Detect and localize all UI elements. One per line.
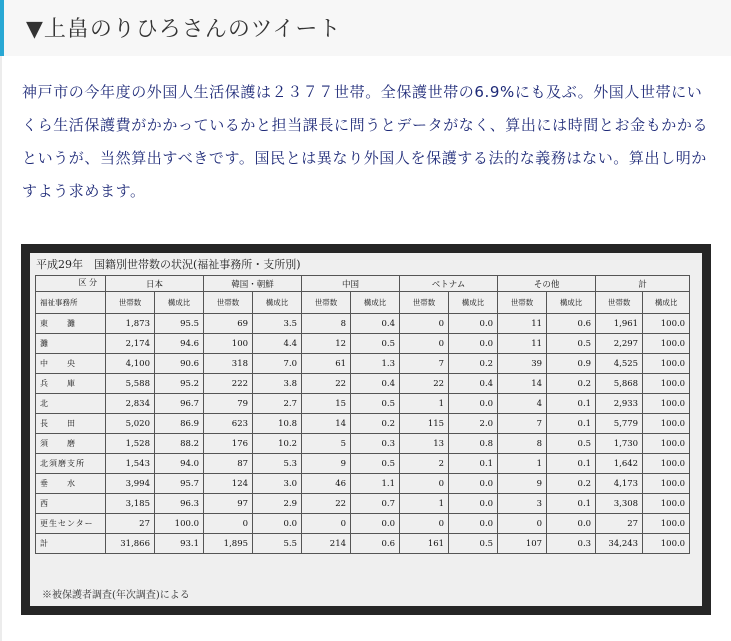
office-name-cell: 東 灘 <box>36 314 106 334</box>
value-cell: 0.1 <box>547 414 596 434</box>
value-cell: 61 <box>302 354 351 374</box>
value-cell: 8 <box>498 434 547 454</box>
value-cell: 2,834 <box>106 394 155 414</box>
table-footnote: ※被保護者調査(年次調査)による <box>42 590 190 601</box>
group-header-row <box>36 276 690 292</box>
households-by-nationality-table <box>35 275 690 554</box>
header-ku: 区 分 <box>78 278 97 287</box>
value-cell: 100.0 <box>643 514 690 534</box>
value-cell: 0.4 <box>449 374 498 394</box>
table-row <box>36 434 690 454</box>
value-cell: 0.0 <box>449 514 498 534</box>
value-cell: 2,174 <box>106 334 155 354</box>
value-cell: 94.0 <box>155 454 204 474</box>
sub-header: 構成比 <box>449 292 498 314</box>
value-cell: 176 <box>204 434 253 454</box>
value-cell: 5,588 <box>106 374 155 394</box>
value-cell: 4,100 <box>106 354 155 374</box>
value-cell: 5,020 <box>106 414 155 434</box>
tweet-text: 神戸市の今年度の外国人生活保護は２３７７世帯。全保護世帯の6.9%にも及ぶ。外国人世帯にいくら生活保護費がかかっているかと担当課長に問うとデータがなく、算出には時間とお金もかかるというが、当然算出すべきです。国民とは異なり外国人を保護する法的な義務はない。算出し明かすよう求めます。 <box>22 83 709 200</box>
office-name-cell: 須 磨 <box>36 434 106 454</box>
sub-header: 世帯数 <box>498 292 547 314</box>
value-cell: 0.5 <box>351 454 400 474</box>
value-cell: 90.6 <box>155 354 204 374</box>
value-cell: 97 <box>204 494 253 514</box>
office-name-cell: 兵 庫 <box>36 374 106 394</box>
value-cell: 1,961 <box>596 314 643 334</box>
group-header: その他 <box>498 276 596 292</box>
value-cell: 0.6 <box>351 534 400 554</box>
value-cell: 27 <box>106 514 155 534</box>
value-cell: 27 <box>596 514 643 534</box>
value-cell: 86.9 <box>155 414 204 434</box>
value-cell: 0.1 <box>547 454 596 474</box>
value-cell: 2.0 <box>449 414 498 434</box>
value-cell: 0 <box>400 334 449 354</box>
value-cell: 3.8 <box>253 374 302 394</box>
corner-header <box>36 276 106 292</box>
value-cell: 11 <box>498 314 547 334</box>
value-cell: 3.5 <box>253 314 302 334</box>
value-cell: 5.3 <box>253 454 302 474</box>
value-cell: 0.6 <box>547 314 596 334</box>
value-cell: 318 <box>204 354 253 374</box>
value-cell: 1,730 <box>596 434 643 454</box>
group-header: ベトナム <box>400 276 498 292</box>
value-cell: 0.5 <box>351 394 400 414</box>
value-cell: 69 <box>204 314 253 334</box>
scanned-document <box>30 253 702 606</box>
value-cell: 100.0 <box>643 494 690 514</box>
sub-header: 世帯数 <box>596 292 643 314</box>
table-row <box>36 454 690 474</box>
value-cell: 1,873 <box>106 314 155 334</box>
value-cell: 0.5 <box>547 434 596 454</box>
header-office: 福祉事務所 <box>36 292 106 314</box>
value-cell: 4.4 <box>253 334 302 354</box>
office-name-cell: 北 <box>36 394 106 414</box>
value-cell: 95.5 <box>155 314 204 334</box>
office-name-cell: 更生センター <box>36 514 106 534</box>
sub-header: 世帯数 <box>400 292 449 314</box>
office-name-cell: 中 央 <box>36 354 106 374</box>
table-row <box>36 354 690 374</box>
value-cell: 0 <box>400 314 449 334</box>
sub-header: 構成比 <box>155 292 204 314</box>
sub-header: 構成比 <box>253 292 302 314</box>
table-row <box>36 334 690 354</box>
value-cell: 0.3 <box>351 434 400 454</box>
value-cell: 0.5 <box>547 334 596 354</box>
value-cell: 39 <box>498 354 547 374</box>
office-name-cell: 垂 水 <box>36 474 106 494</box>
section-heading <box>0 0 731 56</box>
value-cell: 9 <box>302 454 351 474</box>
value-cell: 115 <box>400 414 449 434</box>
value-cell: 88.2 <box>155 434 204 454</box>
table-row <box>36 394 690 414</box>
value-cell: 2,297 <box>596 334 643 354</box>
value-cell: 4,173 <box>596 474 643 494</box>
table-row <box>36 514 690 534</box>
value-cell: 0.5 <box>449 534 498 554</box>
value-cell: 1,642 <box>596 454 643 474</box>
value-cell: 1,543 <box>106 454 155 474</box>
value-cell: 2.7 <box>253 394 302 414</box>
value-cell: 5.5 <box>253 534 302 554</box>
value-cell: 96.3 <box>155 494 204 514</box>
value-cell: 100.0 <box>155 514 204 534</box>
group-header: 韓国・朝鮮 <box>204 276 302 292</box>
value-cell: 9 <box>498 474 547 494</box>
value-cell: 100 <box>204 334 253 354</box>
value-cell: 22 <box>302 374 351 394</box>
value-cell: 22 <box>400 374 449 394</box>
office-name-cell: 北須磨支所 <box>36 454 106 474</box>
value-cell: 214 <box>302 534 351 554</box>
value-cell: 4 <box>498 394 547 414</box>
table-row <box>36 534 690 554</box>
value-cell: 0.0 <box>351 514 400 534</box>
value-cell: 4,525 <box>596 354 643 374</box>
table-row <box>36 314 690 334</box>
table-row <box>36 474 690 494</box>
value-cell: 0.2 <box>351 414 400 434</box>
value-cell: 3,994 <box>106 474 155 494</box>
office-name-cell: 灘 <box>36 334 106 354</box>
sub-header: 構成比 <box>351 292 400 314</box>
value-cell: 0.2 <box>547 374 596 394</box>
welfare-table-image <box>21 244 711 615</box>
sub-header: 構成比 <box>547 292 596 314</box>
value-cell: 0 <box>400 474 449 494</box>
value-cell: 12 <box>302 334 351 354</box>
value-cell: 0.0 <box>449 394 498 414</box>
value-cell: 7 <box>400 354 449 374</box>
value-cell: 1 <box>400 494 449 514</box>
table-title: 平成29年 国籍別世帯数の状況(福祉事務所・支所別) <box>36 258 301 271</box>
value-cell: 31,866 <box>106 534 155 554</box>
value-cell: 10.8 <box>253 414 302 434</box>
value-cell: 0.5 <box>351 334 400 354</box>
sub-header-row <box>36 292 690 314</box>
value-cell: 3.0 <box>253 474 302 494</box>
office-name-cell: 長 田 <box>36 414 106 434</box>
value-cell: 100.0 <box>643 334 690 354</box>
group-header: 中国 <box>302 276 400 292</box>
value-cell: 3 <box>498 494 547 514</box>
value-cell: 1.3 <box>351 354 400 374</box>
value-cell: 11 <box>498 334 547 354</box>
office-name-cell: 計 <box>36 534 106 554</box>
value-cell: 87 <box>204 454 253 474</box>
value-cell: 0.7 <box>351 494 400 514</box>
value-cell: 100.0 <box>643 474 690 494</box>
office-name-cell: 西 <box>36 494 106 514</box>
value-cell: 124 <box>204 474 253 494</box>
heading-accent-bar <box>0 0 4 56</box>
value-cell: 0.1 <box>547 394 596 414</box>
value-cell: 0 <box>498 514 547 534</box>
value-cell: 100.0 <box>643 374 690 394</box>
group-header: 計 <box>596 276 690 292</box>
value-cell: 14 <box>302 414 351 434</box>
value-cell: 7.0 <box>253 354 302 374</box>
value-cell: 623 <box>204 414 253 434</box>
value-cell: 96.7 <box>155 394 204 414</box>
value-cell: 8 <box>302 314 351 334</box>
table-row <box>36 374 690 394</box>
value-cell: 0.1 <box>547 494 596 514</box>
value-cell: 0.0 <box>547 514 596 534</box>
value-cell: 0 <box>400 514 449 534</box>
value-cell: 7 <box>498 414 547 434</box>
value-cell: 10.2 <box>253 434 302 454</box>
value-cell: 46 <box>302 474 351 494</box>
value-cell: 0.1 <box>449 454 498 474</box>
value-cell: 95.2 <box>155 374 204 394</box>
value-cell: 100.0 <box>643 354 690 374</box>
value-cell: 1 <box>498 454 547 474</box>
value-cell: 3,185 <box>106 494 155 514</box>
sub-header: 構成比 <box>643 292 690 314</box>
value-cell: 100.0 <box>643 314 690 334</box>
value-cell: 95.7 <box>155 474 204 494</box>
value-cell: 5 <box>302 434 351 454</box>
content-left-rule <box>0 56 2 641</box>
value-cell: 34,243 <box>596 534 643 554</box>
value-cell: 0.2 <box>449 354 498 374</box>
value-cell: 1.1 <box>351 474 400 494</box>
value-cell: 0 <box>302 514 351 534</box>
value-cell: 100.0 <box>643 434 690 454</box>
value-cell: 22 <box>302 494 351 514</box>
value-cell: 222 <box>204 374 253 394</box>
value-cell: 100.0 <box>643 414 690 434</box>
value-cell: 0.8 <box>449 434 498 454</box>
value-cell: 0.4 <box>351 314 400 334</box>
value-cell: 0.0 <box>253 514 302 534</box>
value-cell: 3,308 <box>596 494 643 514</box>
sub-header: 世帯数 <box>204 292 253 314</box>
value-cell: 0.2 <box>547 474 596 494</box>
value-cell: 0.0 <box>449 314 498 334</box>
value-cell: 100.0 <box>643 454 690 474</box>
value-cell: 100.0 <box>643 394 690 414</box>
value-cell: 1 <box>400 394 449 414</box>
value-cell: 1,895 <box>204 534 253 554</box>
value-cell: 93.1 <box>155 534 204 554</box>
value-cell: 0.0 <box>449 494 498 514</box>
value-cell: 0.3 <box>547 534 596 554</box>
value-cell: 2 <box>400 454 449 474</box>
table-row <box>36 494 690 514</box>
value-cell: 161 <box>400 534 449 554</box>
value-cell: 13 <box>400 434 449 454</box>
value-cell: 107 <box>498 534 547 554</box>
sub-header: 世帯数 <box>106 292 155 314</box>
value-cell: 0.0 <box>449 474 498 494</box>
table-row <box>36 414 690 434</box>
value-cell: 1,528 <box>106 434 155 454</box>
group-header: 日本 <box>106 276 204 292</box>
value-cell: 94.6 <box>155 334 204 354</box>
value-cell: 0.9 <box>547 354 596 374</box>
value-cell: 14 <box>498 374 547 394</box>
heading-title: ▼上畠のりひろさんのツイート <box>26 17 342 42</box>
value-cell: 5,868 <box>596 374 643 394</box>
value-cell: 2.9 <box>253 494 302 514</box>
value-cell: 0 <box>204 514 253 534</box>
value-cell: 100.0 <box>643 534 690 554</box>
value-cell: 0.4 <box>351 374 400 394</box>
value-cell: 0.0 <box>449 334 498 354</box>
table-body <box>36 314 690 554</box>
value-cell: 15 <box>302 394 351 414</box>
sub-header: 世帯数 <box>302 292 351 314</box>
value-cell: 2,933 <box>596 394 643 414</box>
value-cell: 5,779 <box>596 414 643 434</box>
value-cell: 79 <box>204 394 253 414</box>
